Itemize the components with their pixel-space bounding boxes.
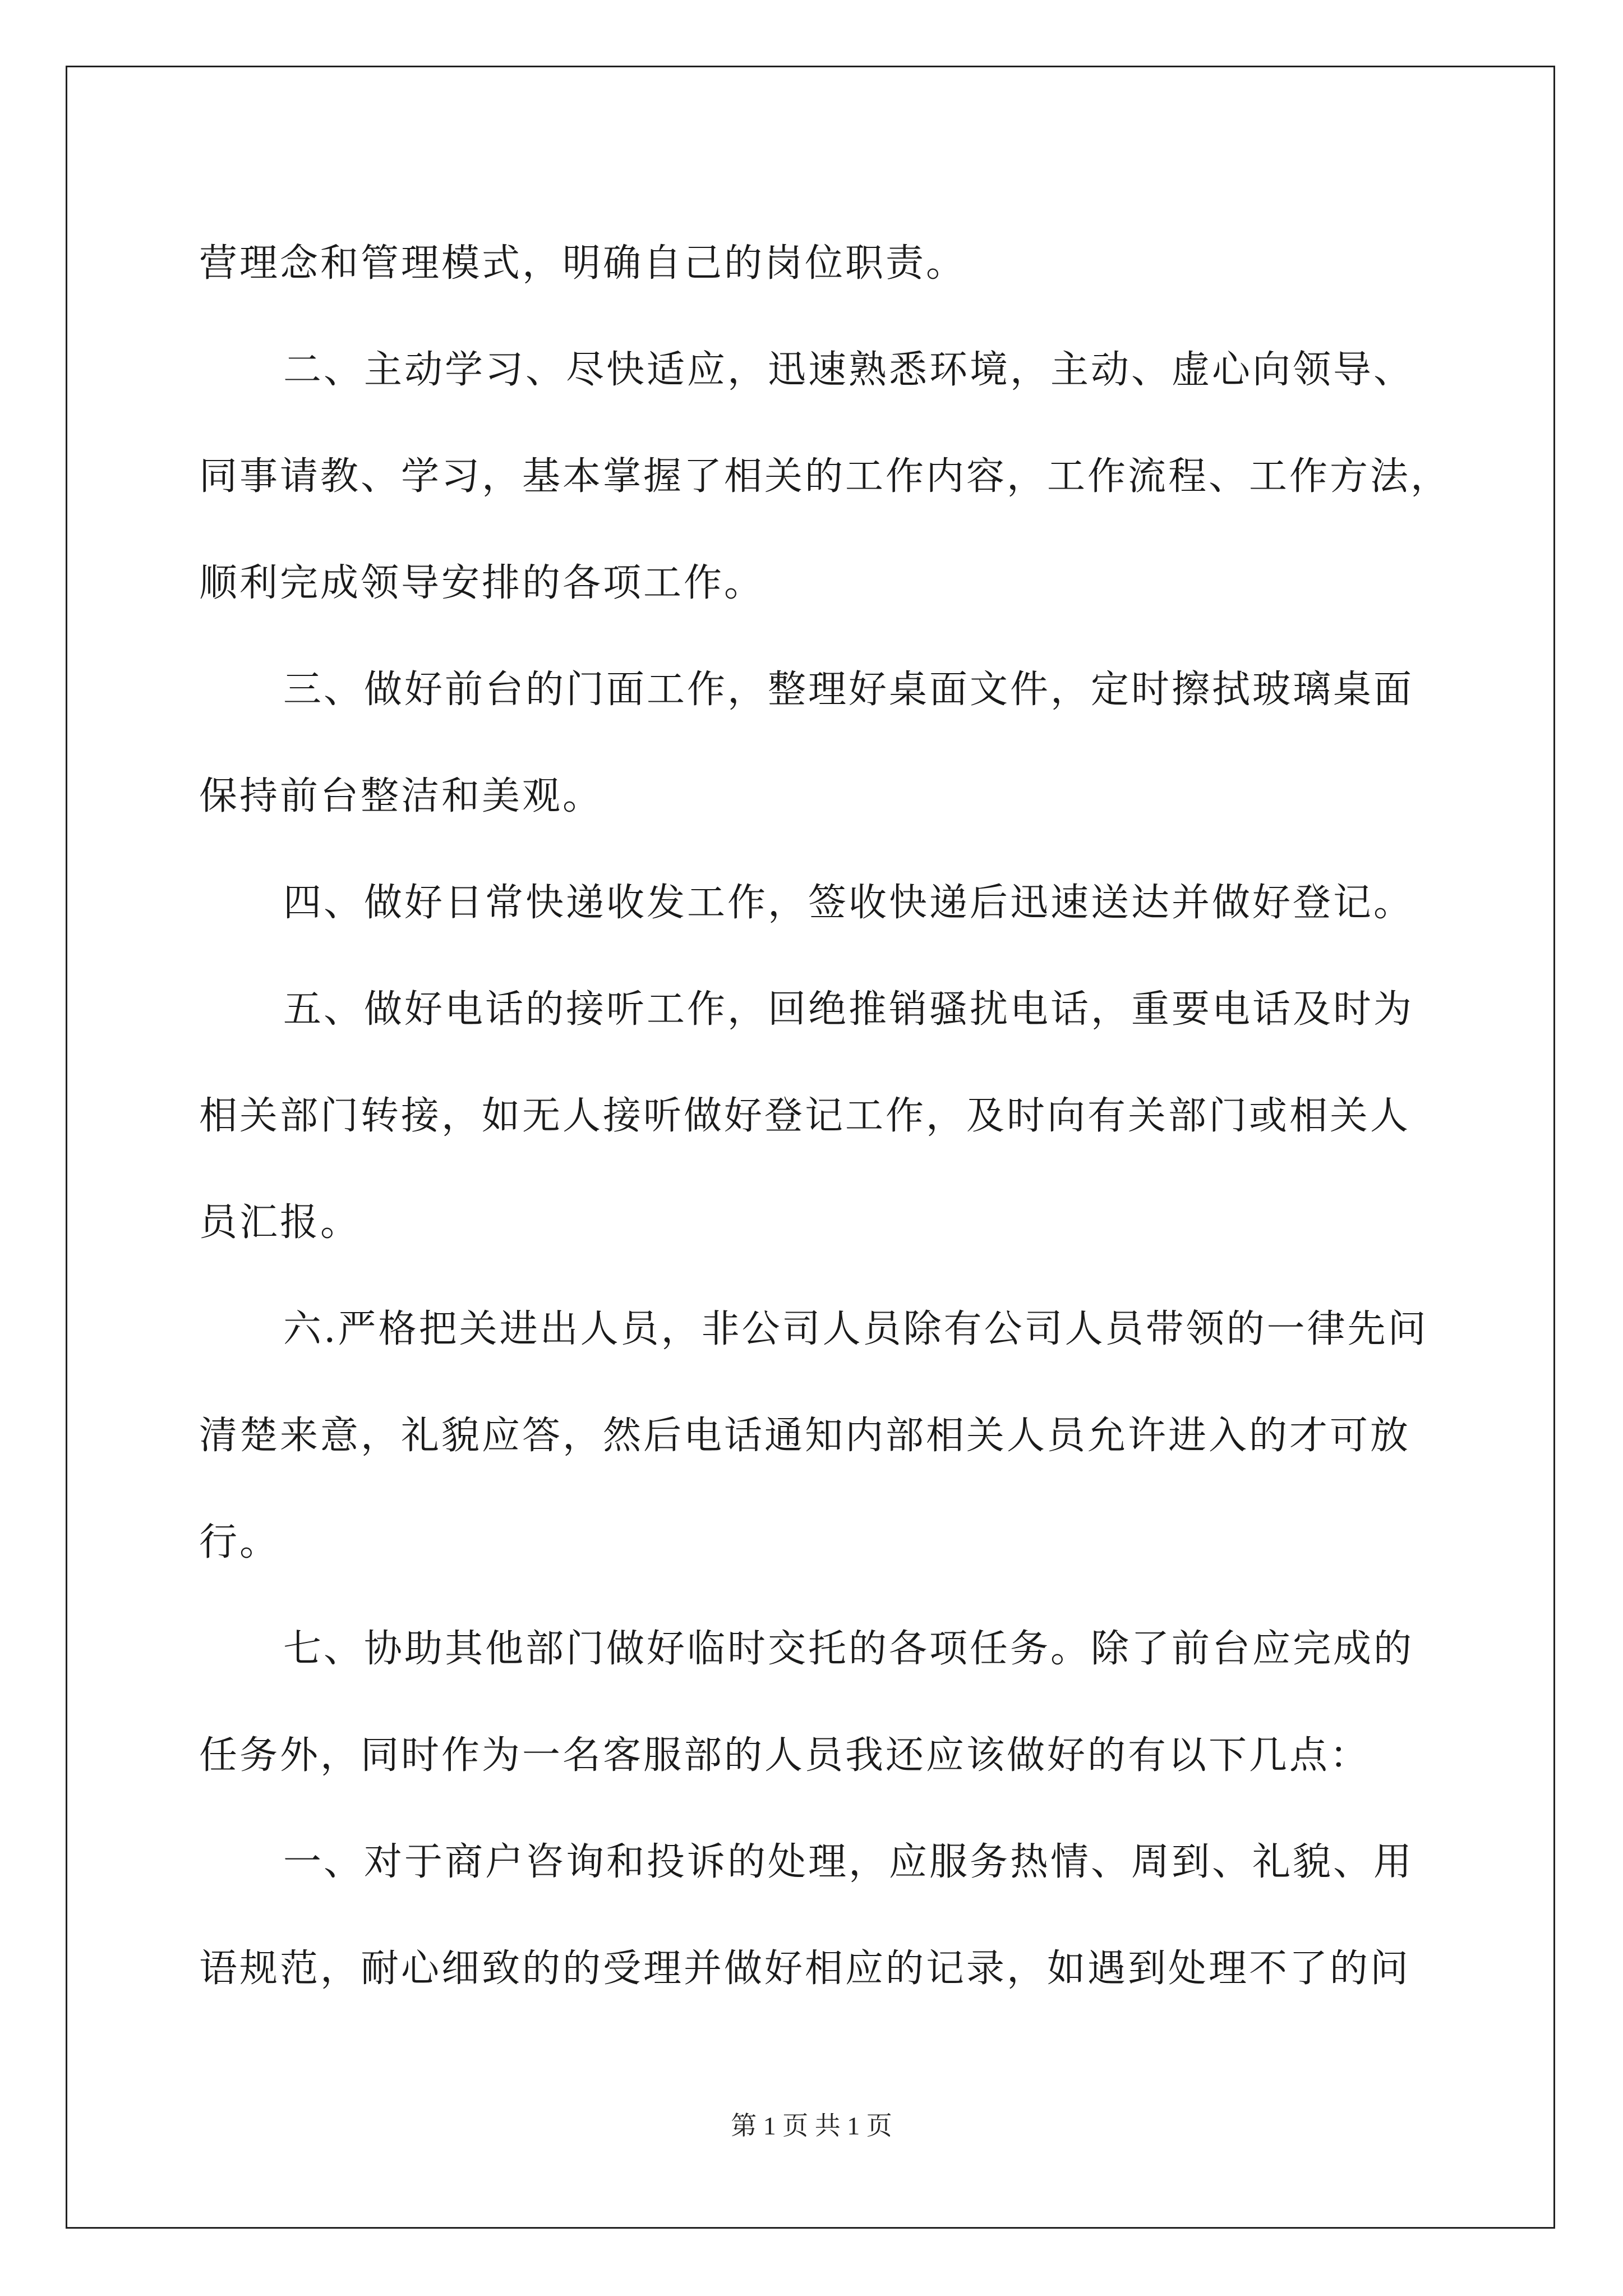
- text-line: 七、协助其他部门做好临时交托的各项任务。除了前台应完成的: [283, 1627, 1414, 1671]
- text-line: 行。: [199, 1520, 280, 1565]
- text-line: 任务外，同时作为一名客服部的人员我还应该做好的有以下几点：: [199, 1733, 1371, 1778]
- text-line: 同事请教、学习，基本掌握了相关的工作内容，工作流程、工作方法，: [199, 454, 1451, 499]
- text-line: 二、主动学习、尽快适应，迅速熟悉环境，主动、虚心向领导、: [283, 348, 1414, 392]
- text-line: 保持前台整洁和美观。: [199, 774, 603, 818]
- text-line: 三、做好前台的门面工作，整理好桌面文件，定时擦拭玻璃桌面: [283, 668, 1414, 712]
- text-line: 六.严格把关进出人员，非公司人员除有公司人员带领的一律先问: [283, 1307, 1428, 1351]
- page-number-footer: 第 1 页 共 1 页: [731, 2111, 892, 2140]
- text-line: 语规范，耐心细致的的受理并做好相应的记录，如遇到处理不了的问: [199, 1947, 1411, 1991]
- text-line: 一、对于商户咨询和投诉的处理，应服务热情、周到、礼貌、用: [283, 1840, 1414, 1884]
- text-line: 员汇报。: [199, 1200, 361, 1245]
- text-line: 相关部门转接，如无人接听做好登记工作，及时向有关部门或相关人: [199, 1094, 1411, 1138]
- text-line: 顺利完成领导安排的各项工作。: [199, 561, 765, 605]
- text-line: 营理念和管理模式，明确自己的岗位职责。: [199, 241, 967, 286]
- text-line: 五、做好电话的接听工作，回绝推销骚扰电话，重要电话及时为: [283, 987, 1414, 1032]
- text-line: 四、做好日常快递收发工作，签收快递后迅速送达并做好登记。: [283, 881, 1414, 925]
- text-line: 清楚来意，礼貌应答，然后电话通知内部相关人员允许进入的才可放: [199, 1414, 1411, 1458]
- document-body: [199, 210, 1451, 2022]
